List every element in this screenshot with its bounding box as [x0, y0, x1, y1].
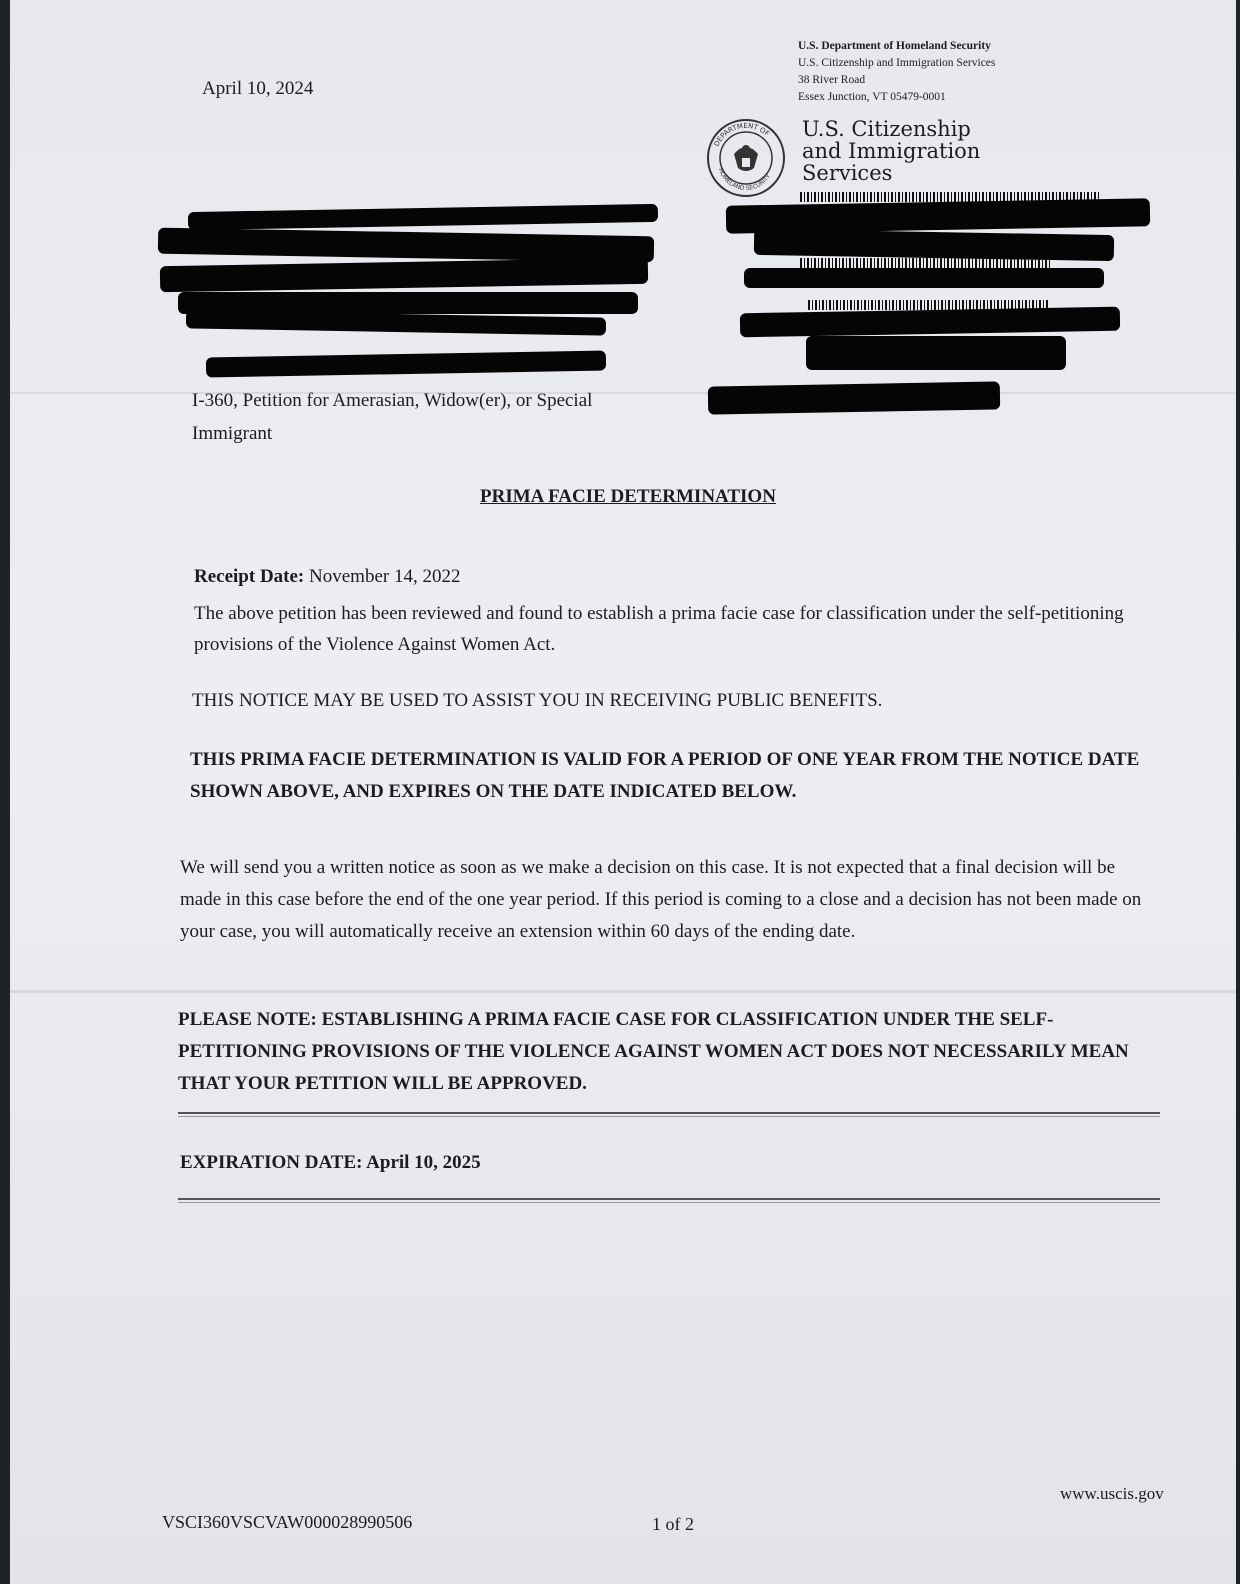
wordmark-line2: and Immigration	[802, 139, 981, 163]
divider	[178, 1112, 1160, 1117]
agency-street: 38 River Road	[798, 74, 866, 86]
agency-address	[798, 38, 995, 106]
dhs-seal-icon	[706, 118, 786, 198]
seal-top-text: DEPARTMENT OF	[712, 121, 771, 148]
prima-facie-paragraph: The above petition has been reviewed and found to establish a prima facie case for classification under the self-petitioning provisions of the Violence Against Women Act.	[194, 603, 1124, 655]
agency-department: U.S. Department of Homeland Security	[798, 40, 991, 52]
website-url: www.uscis.gov	[1060, 1484, 1164, 1503]
page-number: 1 of 2	[652, 1514, 694, 1534]
document-title: PRIMA FACIE DETERMINATION	[480, 486, 776, 507]
agency-name: U.S. Citizenship and Immigration Services	[798, 57, 996, 69]
please-note-statement: PLEASE NOTE: ESTABLISHING A PRIMA FACIE CASE FOR CLASSIFICATION UNDER THE SELF-PETITIONING PROVISIONS OF THE VIOLENCE AGAINST WOMEN ACT DOES NOT NECESSARILY MEAN THAT YOUR PETITION WILL BE APPROVED.	[178, 1009, 1129, 1094]
public-benefits-notice: THIS NOTICE MAY BE USED TO ASSIST YOU IN RECEIVING PUBLIC BENEFITS.	[192, 690, 883, 711]
agency-city: Essex Junction, VT 05479-0001	[798, 91, 946, 103]
receipt-date-label: Receipt Date:	[194, 566, 305, 587]
uscis-wordmark	[802, 118, 980, 184]
validity-statement: THIS PRIMA FACIE DETERMINATION IS VALID FOR A PERIOD OF ONE YEAR FROM THE NOTICE DATE SHOWN ABOVE, AND EXPIRES ON THE DATE INDICATED BELOW.	[190, 749, 1140, 802]
wordmark-line1: U.S. Citizenship	[802, 117, 971, 141]
document-code: VSCI360VSCVAW000028990506	[162, 1512, 413, 1532]
svg-text:HOMELAND SECURITY	[717, 167, 772, 192]
receipt-date	[194, 566, 460, 588]
divider	[178, 1198, 1160, 1203]
wordmark-line3: Services	[802, 161, 893, 185]
svg-text:DEPARTMENT OF	[713, 122, 771, 148]
petition-type	[192, 384, 592, 450]
notice-date: April 10, 2024	[202, 78, 314, 99]
receipt-date-value: November 14, 2022	[309, 566, 461, 587]
expiration-date: EXPIRATION DATE: April 10, 2025	[180, 1152, 481, 1173]
letter-page	[10, 0, 1236, 1584]
seal-bottom-text: HOMELAND SECURITY	[716, 167, 773, 193]
fold-crease	[10, 990, 1236, 993]
petition-line1: I-360, Petition for Amerasian, Widow(er), or Special	[192, 390, 593, 411]
decision-paragraph: We will send you a written notice as soon as we make a decision on this case. It is not expected that a final decision will be made in this case before the end of the one year period. If this period is coming to a close and a decision has not been made on your case, you will automatically receive an extension within 60 days of the ending date.	[180, 857, 1142, 942]
petition-line2: Immigrant	[192, 423, 273, 444]
